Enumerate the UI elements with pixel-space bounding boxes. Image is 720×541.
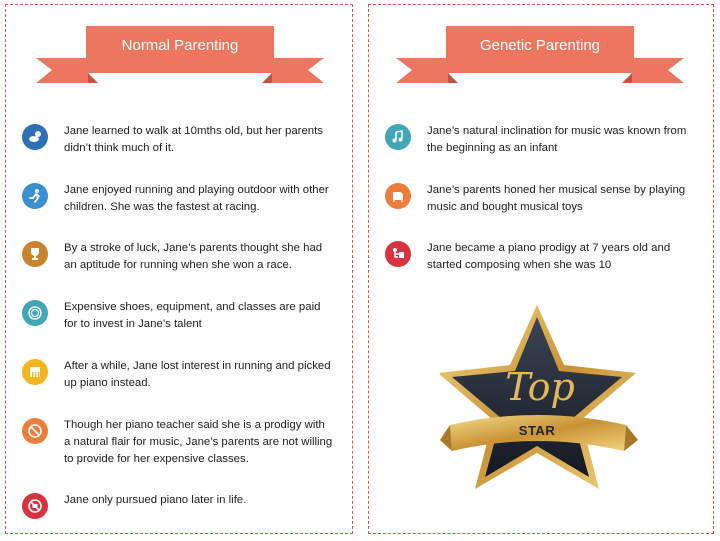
item-text: After a while, Jane lost interest in running and picked up piano instead. (64, 360, 331, 389)
list-item (385, 182, 685, 216)
list-item (385, 123, 686, 157)
piano-icon (22, 359, 48, 385)
item-text: Jane only pursued piano later in life. (64, 494, 247, 506)
item-text: Though her piano teacher said she is a prodigy with a natural flair for music, Jane’s parents are not willing to provide for her expensive classes. (64, 419, 333, 465)
grand-piano-icon (385, 183, 411, 209)
normal-parenting-ribbon (36, 26, 324, 84)
coins-icon (22, 300, 48, 326)
list-item (22, 182, 329, 216)
item-text: Jane learned to walk at 10mths old, but her parents didn’t think much of it. (64, 125, 323, 154)
ribbon-shape (36, 26, 324, 84)
list-item (22, 240, 322, 274)
list-item (22, 417, 332, 468)
item-text: Jane enjoyed running and playing outdoor with other children. She was the fastest at racing. (64, 184, 329, 213)
list-item (385, 240, 670, 274)
pianist-icon (385, 241, 411, 267)
baby-crawling-icon (22, 124, 48, 150)
no-money-icon (22, 418, 48, 444)
badge-script-text: Top (505, 365, 575, 409)
item-text: Jane’s natural inclination for music was known from the beginning as an infant (427, 125, 687, 154)
ribbon-shape (396, 26, 684, 84)
item-text: Expensive shoes, equipment, and classes are paid for to invest in Jane’s talent (64, 301, 321, 330)
no-piano-icon (22, 493, 48, 519)
badge-label: STAR (518, 423, 556, 438)
genetic-parenting-ribbon (396, 26, 684, 84)
running-person-icon (22, 183, 48, 209)
trophy-icon (22, 241, 48, 267)
list-item (22, 123, 323, 157)
genetic-parenting-title: Genetic Parenting (479, 37, 601, 54)
item-text: Jane’s parents honed her musical sense by playing music and bought musical toys (427, 184, 686, 213)
music-notes-icon (385, 124, 411, 150)
item-text: Jane became a piano prodigy at 7 years old and started composing when she was 10 (427, 242, 671, 271)
item-text: By a stroke of luck, Jane’s parents thought she had an aptitude for running when she won a race. (64, 242, 323, 271)
top-star-badge (440, 305, 640, 495)
normal-parenting-title: Normal Parenting (121, 37, 239, 54)
list-item (22, 358, 331, 392)
list-item (22, 299, 320, 333)
list-item (22, 492, 246, 519)
